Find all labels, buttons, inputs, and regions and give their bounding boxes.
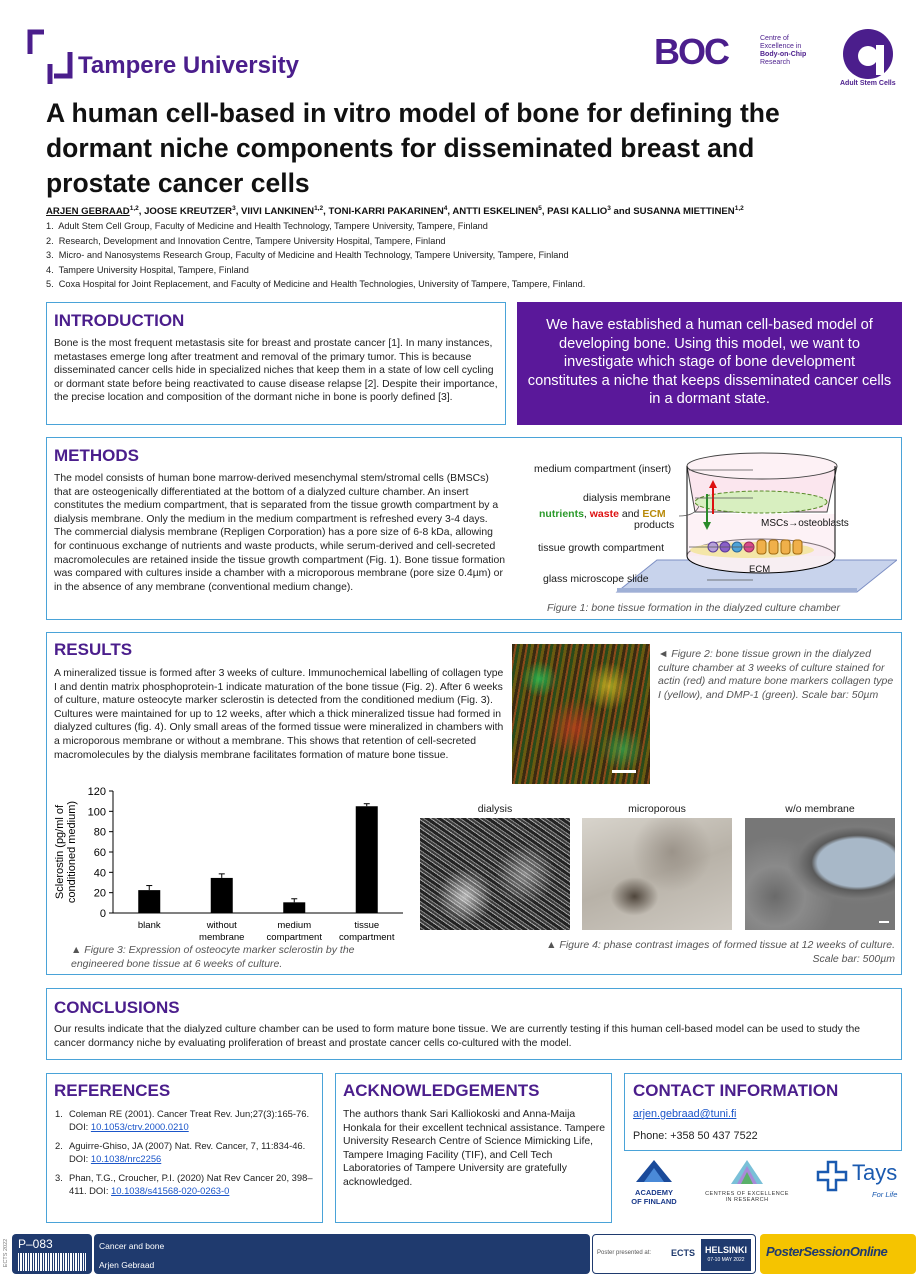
category-label: medium bbox=[277, 920, 312, 931]
results-title: RESULTS bbox=[54, 640, 133, 659]
contact-phone: Phone: +358 50 437 7522 bbox=[633, 1130, 758, 1142]
boc-logo bbox=[654, 33, 824, 73]
author-name: ANTTI ESKELINEN bbox=[452, 206, 539, 218]
y-axis-label: Sclerostin (pg/ml of bbox=[54, 804, 66, 900]
author-name: ARJEN GEBRAAD bbox=[46, 206, 130, 218]
footer-presenter: Arjen Gebraad bbox=[99, 1260, 155, 1270]
reference-doi-link[interactable]: 10.1038/s41568-020-0263-0 bbox=[111, 1184, 230, 1196]
contact-panel bbox=[624, 1073, 902, 1151]
figure4-label: microporous bbox=[628, 803, 686, 815]
tays-logo bbox=[816, 1160, 902, 1204]
reference-doi-link[interactable]: 10.1038/nrc2256 bbox=[90, 1152, 162, 1164]
category-label: membrane bbox=[199, 932, 245, 943]
title-line: dormant niche components for disseminated breast and bbox=[46, 133, 755, 163]
bar bbox=[356, 806, 378, 913]
category-label: blank bbox=[137, 920, 161, 931]
figure2-fluorescence-image bbox=[512, 644, 650, 784]
author-sep: , bbox=[541, 206, 548, 218]
bar bbox=[138, 890, 160, 913]
mscs-label: MSCs→osteoblasts bbox=[761, 518, 849, 529]
author-sup: 1,2 bbox=[734, 205, 744, 212]
y-tick-label: 20 bbox=[93, 887, 106, 900]
poster-id: P–083 bbox=[18, 1237, 53, 1251]
y-tick-label: 100 bbox=[87, 806, 106, 819]
barcode bbox=[18, 1253, 86, 1271]
figure4-scale-caption: Scale bar: 500µm bbox=[812, 953, 895, 965]
helsinki-badge bbox=[701, 1239, 751, 1271]
figure4-label: w/o membrane bbox=[785, 803, 855, 815]
bar bbox=[283, 902, 305, 913]
y-tick-label: 120 bbox=[87, 786, 106, 798]
references-list bbox=[55, 1108, 317, 1197]
category-label: compartment bbox=[266, 932, 322, 943]
scale-bar bbox=[612, 770, 636, 773]
university-name: Tampere University bbox=[78, 52, 299, 79]
tampere-logo-icon bbox=[26, 28, 74, 88]
tays-tagline: For Life bbox=[872, 1190, 898, 1199]
author-name: PASI KALLIO bbox=[547, 206, 608, 218]
osteoblast-cell bbox=[793, 540, 802, 554]
diagram-label-glass: glass microscope slide bbox=[543, 573, 649, 585]
osteoblast-cell bbox=[769, 540, 778, 554]
dialysis-membrane bbox=[695, 491, 827, 513]
reference-item: 3. Phan, T.G., Croucher, P.I. (2020) Nat Rev Cancer 20, 398–411. DOI: 10.1038/s41568-020-0263-0 bbox=[55, 1172, 313, 1196]
author-sup: 1,2 bbox=[314, 205, 324, 212]
results-text: A mineralized tissue is formed after 3 weeks of culture. Immunochemical labelling of collagen type I and dentin matrix phosphoprotein-1 indicate maturation of the bone tissue (Fig. 2). After 6 weeks of culture, mature osteocyte marker sclerostin is detected from the conditioned medium (Fig. 3). Cultures were maintained for up to 12 weeks, after which a thick mineralized tissue had formed in dialyzed cultures (fig. 4). Only small areas of the formed tissue were mineralized in chambers with a microporous membrane or without a membrane. This shows that retention of cell-secreted macromolecules by the dialysis membrane facilitates formation of mature bone tissue. bbox=[54, 668, 504, 761]
diagram-label-tissue: tissue growth compartment bbox=[538, 542, 665, 554]
helsinki-dates: 07-10 MAY 2022 bbox=[707, 1257, 745, 1263]
boc-line: Centre of bbox=[760, 35, 789, 42]
author-name: TONI-KARRI PAKARINEN bbox=[328, 206, 444, 218]
sclerostin-bar-chart bbox=[51, 785, 411, 945]
ecm-word: ECM bbox=[642, 508, 666, 520]
reference-doi-link[interactable]: 10.1053/ctrv.2000.0210 bbox=[90, 1120, 189, 1132]
diagram-label-medium: medium compartment (insert) bbox=[534, 463, 672, 475]
diagram-label-products: products bbox=[634, 519, 675, 531]
coe-line: CENTRES OF EXCELLENCE bbox=[705, 1191, 789, 1197]
osteoblast-cell bbox=[757, 540, 766, 554]
tampere-logo bbox=[26, 28, 316, 88]
footer-topic-bar bbox=[94, 1234, 590, 1274]
author-name: VIIVI LANKINEN bbox=[241, 206, 315, 218]
conclusions-panel bbox=[46, 988, 902, 1060]
results-panel bbox=[46, 632, 902, 975]
boc-line: Research bbox=[760, 59, 790, 66]
author-name: SUSANNA MIETTINEN bbox=[633, 206, 735, 218]
academy-line: ACADEMY bbox=[635, 1188, 673, 1197]
methods-title: METHODS bbox=[54, 446, 139, 465]
tays-logo-icon bbox=[816, 1160, 848, 1192]
footer-poster-id-box bbox=[12, 1234, 92, 1274]
y-tick-label: 40 bbox=[93, 867, 106, 880]
introduction-panel bbox=[46, 302, 506, 425]
author-sup: 3 bbox=[232, 205, 236, 212]
methods-text: The model consists of human bone marrow-derived mesenchymal stem/stromal cells (BMSCs) that are osteogenically differentiated at the bottom of a dialyzed culture chamber. An insert constitutes the medium compartment, that is separated from the tissue growth compartment by a dialysis membrane. Only the medium in the medium compartment is refreshed every 3-4 days. The commercial dialysis membrane (Repligen Corporation) has a pore size of 6-8 kDa, allowing for continuous exchange of nutrients and waste products, while serum-derived and cell-secreted macromolecules are retained inside the tissue growth compartment (Fig. 1). Bone tissue formation was compared with cultures inside a chamber with a microporous membrane (pore size 0.4µm) or in the absence of any membrane (conventional medium change). bbox=[54, 473, 506, 593]
y-tick-label: 0 bbox=[99, 908, 106, 920]
asc-logo-icon bbox=[838, 27, 902, 79]
affiliations bbox=[46, 219, 585, 292]
contact-title: CONTACT INFORMATION bbox=[633, 1081, 839, 1100]
insert-top bbox=[687, 453, 837, 479]
conclusions-title: CONCLUSIONS bbox=[54, 998, 180, 1017]
figure2-caption: ◄ Figure 2: bone tissue grown in the dialyzed culture chamber at 3 weeks of culture stained for actin (red) and mature bone markers collagen type I (yellow), and DMP-1 (green). Scale bar: 50µm bbox=[658, 648, 894, 701]
aim-text: We have established a human cell-based model of developing bone. Using this model, we want to investigate which stage of bone development constitutes a niche that keeps disseminated cancer cells in a dormant state. bbox=[527, 317, 892, 407]
introduction-text: Bone is the most frequent metastasis site for breast and prostate cancer [1]. In many instances, metastases emerge long after treatment and removal of the primary tumor. This is because disseminated cancer cells hide in specialized niches that keep them in a state of low cell cycling or dormant state before being reactivated to cause disease relapse [2]. Despite their importance, the precise location and composition of the dormant niche in bone is poorly defined [3]. bbox=[54, 338, 498, 404]
reference-item: 1. Coleman RE (2001). Cancer Treat Rev. Jun;27(3):165-76. DOI: 10.1053/ctrv.2000.0210 bbox=[55, 1108, 310, 1132]
presented-at-label: Poster presented at: bbox=[597, 1250, 652, 1256]
affiliation-item: 3. Micro- and Nanosystems Research Group, Faculty of Medicine and Health Technology, Tampere University, Tampere, Finland bbox=[46, 250, 569, 261]
author-sep: , bbox=[235, 206, 242, 218]
conclusions-text: Our results indicate that the dialyzed culture chamber can be used to form mature bone tissue. We are currently testing if this human cell-based model can be used to study the cancer dormancy niche by evaluating proliferation of breast and prostate cancer cells co-cultured with the model. bbox=[54, 1024, 861, 1049]
acknowledgements-text: The authors thank Sari Kalliokoski and Anna-Maija Honkala for their excellent technical assistance. Tampere University Research Centre of Science Mimicking Life, Tampere Imaging Facility (TIF), and Cell Tech Laboratories of Tampere University are gratefully acknowledged. bbox=[343, 1109, 606, 1188]
academy-logo-icon bbox=[634, 1158, 674, 1184]
author-sup: 5 bbox=[538, 205, 542, 212]
adult-stem-cells-logo bbox=[838, 27, 902, 91]
osteoblast-cell bbox=[781, 540, 790, 554]
y-tick-label: 80 bbox=[93, 826, 106, 839]
category-label: tissue bbox=[354, 920, 380, 931]
phase-contrast-dialysis-image bbox=[420, 818, 570, 930]
academy-of-finland-logo bbox=[624, 1158, 684, 1218]
category-label: compartment bbox=[339, 932, 395, 943]
brand-wordmark: PosterSessionOnline bbox=[766, 1244, 888, 1259]
asc-label: Adult Stem Cells bbox=[840, 80, 896, 87]
bar bbox=[211, 878, 233, 913]
author-sep: , bbox=[138, 206, 145, 218]
category-label: without bbox=[206, 920, 237, 931]
title-line: A human cell-based in vitro model of bone for defining the bbox=[46, 98, 780, 128]
figure3-caption: ▲ Figure 3: Expression of osteocyte marker sclerostin by the engineered bone tissue at 6 weeks of culture. bbox=[71, 944, 355, 970]
phase-contrast-no-membrane-image bbox=[745, 818, 895, 930]
acknowledgements-title: ACKNOWLEDGEMENTS bbox=[343, 1081, 540, 1100]
boc-logo-mark: BOC bbox=[654, 31, 728, 72]
footer-topic: Cancer and bone bbox=[99, 1241, 165, 1251]
acknowledgements-panel bbox=[335, 1073, 612, 1223]
ecm-inner-label: ECM bbox=[749, 564, 771, 575]
nutrients-word: nutrients bbox=[539, 508, 584, 520]
centres-of-excellence-logo bbox=[700, 1158, 794, 1218]
diagram-label-dialysis: dialysis membrane bbox=[583, 492, 671, 504]
phase-contrast-microporous-image bbox=[582, 818, 732, 930]
author-sep: and bbox=[610, 206, 634, 218]
author-name: JOOSE KREUTZER bbox=[144, 206, 233, 218]
footer-side-label: ECTS 2022 bbox=[3, 1238, 10, 1268]
tays-wordmark: Tays bbox=[852, 1160, 898, 1185]
figure4-caption: ▲ Figure 4: phase contrast images of formed tissue at 12 weeks of culture. bbox=[546, 939, 895, 951]
references-panel bbox=[46, 1073, 323, 1223]
affiliation-item: 5. Coxa Hospital for Joint Replacement, and Faculty of Medicine and Health Technologies, University of Tampere, Tampere, Finland. bbox=[46, 279, 586, 290]
and-word: and bbox=[618, 508, 643, 520]
affiliation-item: 2. Research, Development and Innovation Centre, Tampere University Hospital, Tampere, Finland bbox=[46, 235, 446, 246]
coe-logo-icon bbox=[729, 1158, 765, 1186]
author-sep: , bbox=[323, 206, 329, 218]
ects-label: ECTS bbox=[671, 1248, 696, 1258]
author-sup: 4 bbox=[443, 205, 448, 212]
aim-panel bbox=[517, 302, 902, 425]
methods-panel bbox=[46, 437, 902, 620]
title-line: prostate cancer cells bbox=[46, 168, 310, 198]
y-axis-label: conditioned medium) bbox=[66, 800, 78, 904]
poster-title bbox=[46, 96, 886, 201]
affiliation-item: 4. Tampere University Hospital, Tampere, Finland bbox=[46, 264, 249, 275]
affiliation-item: 1. Adult Stem Cell Group, Faculty of Medicine and Health Technology, Tampere University, Tampere, Finland bbox=[46, 221, 488, 231]
poster-session-online-logo bbox=[760, 1234, 916, 1274]
author-sup: 3 bbox=[607, 205, 611, 212]
figure4-label: dialysis bbox=[477, 803, 513, 815]
author-sep: , bbox=[447, 206, 453, 218]
y-tick-label: 60 bbox=[93, 847, 106, 859]
author-list bbox=[46, 205, 744, 217]
comma-word: , bbox=[583, 508, 590, 520]
glass-slide-edge bbox=[617, 588, 857, 592]
scale-bar bbox=[879, 921, 889, 923]
author-sup: 1,2 bbox=[129, 205, 139, 212]
boc-line: Excellence in bbox=[760, 43, 802, 50]
footer-presented-at bbox=[592, 1234, 756, 1274]
contact-email-link[interactable]: arjen.gebraad@tuni.fi bbox=[633, 1108, 737, 1120]
helsinki-label: HELSINKI bbox=[704, 1245, 747, 1255]
introduction-title: INTRODUCTION bbox=[54, 311, 185, 330]
academy-line: OF FINLAND bbox=[631, 1196, 677, 1206]
references-title: REFERENCES bbox=[54, 1081, 171, 1100]
coe-line: IN RESEARCH bbox=[725, 1197, 769, 1203]
figure1-caption: Figure 1: bone tissue formation in the dialyzed culture chamber bbox=[547, 602, 840, 614]
reference-item: 2. Aguirre-Ghiso, JA (2007) Nat. Rev. Cancer, 7, 11:834-46. DOI: 10.1038/nrc2256 bbox=[55, 1140, 306, 1164]
boc-line: Body-on-Chip bbox=[760, 51, 807, 58]
waste-word: waste bbox=[589, 508, 619, 520]
